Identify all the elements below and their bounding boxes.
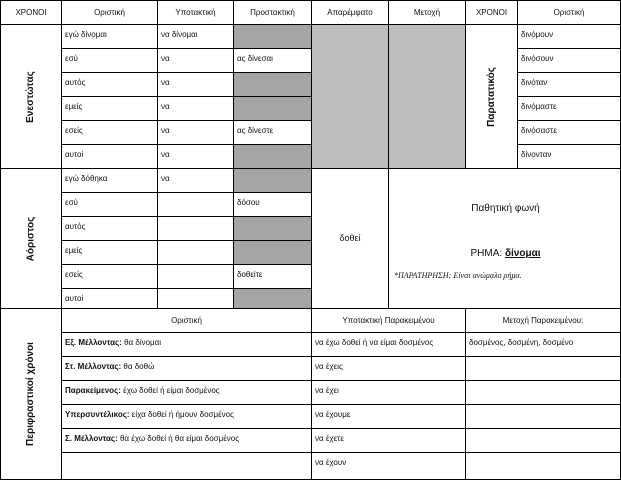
enestotas-ypotaktiki-cell: να [157,96,234,121]
enestotas-oristiki-cell: αυτοί [61,144,158,169]
header-oristiki-2: Οριστική [517,0,621,25]
paratatikos-form-cell: δίνονταν [517,144,621,169]
note-text: Είναι ανώμαλο ρήμα. [453,271,522,280]
periphrastic-metoxi-cell [465,404,621,429]
enestotas-prostaktiki-cell [233,96,312,121]
periphrastic-tense-cell: Στ. Μέλλοντας: θα δοθώ [61,356,312,381]
periphrastic-metoxi-cell: δοσμένος, δοσμένη, δοσμένο [465,332,621,357]
enestotas-aparemfato-cell [311,24,389,169]
enestotas-oristiki-cell: εγώ δίνομαι [61,24,158,49]
enestotas-prostaktiki-cell: ας δίνεσαι [233,48,312,73]
periphrastic-tense-cell: Υπερσυντέλικος: είχα δοθεί ή ήμουν δοσμένος [61,404,312,429]
aoristos-ypotaktiki-cell [157,288,234,309]
paratatikos-form-cell: δινόσαστε [517,120,621,145]
periphrastic-ypotaktiki-cell: να έχεις [311,356,466,381]
header-oristiki: Οριστική [61,0,158,25]
header-metoxi: Μετοχή [388,0,466,25]
periphrastic-metoxi-cell [465,452,621,480]
paratatikos-form-cell: δινόμουν [517,24,621,49]
aoristos-ypotaktiki-cell [157,240,234,265]
header-ypotaktiki: Υποτακτική [157,0,234,25]
enestotas-prostaktiki-cell [233,24,312,49]
periphrastic-metoxi-cell [465,428,621,453]
aoristos-oristiki-cell: αυτός [61,216,158,241]
aoristos-oristiki-cell: εμείς [61,240,158,265]
aoristos-prostaktiki-cell: δοθείτε [233,264,312,289]
aoristos-prostaktiki-cell [233,168,312,193]
periphrastikoi-header-ypotaktiki: Υποτακτική Παρακειμένου [311,308,466,333]
enestotas-prostaktiki-cell: ας δίνεστε [233,120,312,145]
aoristos-aparemfato-cell: δοθεί [311,168,389,309]
periphrastic-ypotaktiki-cell: να έχετε [311,428,466,453]
enestotas-oristiki-cell: εμείς [61,96,158,121]
enestotas-ypotaktiki-cell: να [157,72,234,97]
aoristos-ypotaktiki-cell: να [157,168,234,193]
section-label-aoristos: Αόριστος [0,168,62,309]
enestotas-ypotaktiki-cell: να [157,144,234,169]
enestotas-ypotaktiki-cell: να [157,120,234,145]
aoristos-oristiki-cell: εγώ δόθηκα [61,168,158,193]
aoristos-ypotaktiki-cell [157,264,234,289]
enestotas-oristiki-cell: αυτός [61,72,158,97]
aoristos-prostaktiki-cell: δόσου [233,192,312,217]
periphrastic-tense-cell: Παρακείμενος: έχω δοθεί ή είμαι δοσμένος [61,380,312,405]
header-xronoi: ΧΡΟΝΟΙ [0,0,62,25]
aoristos-ypotaktiki-cell [157,216,234,241]
periphrastic-ypotaktiki-cell: να έχω δοθεί ή να είμαι δοσμένος [311,332,466,357]
aoristos-ypotaktiki-cell [157,192,234,217]
enestotas-oristiki-cell: εσύ [61,48,158,73]
verb-label: ΡΗΜΑ: [470,248,503,259]
header-aparemfato: Απαρέμφατο [311,0,389,25]
header-xronoi-2: ΧΡΟΝΟΙ [465,0,518,25]
verb-value: δίνομαι [504,248,541,259]
enestotas-metoxi-cell [388,24,466,169]
enestotas-ypotaktiki-cell: να δίνομαι [157,24,234,49]
enestotas-prostaktiki-cell [233,72,312,97]
note-prefix: *ΠΑΡΑΤΗΡΗΣΗ: [394,271,452,280]
aoristos-prostaktiki-cell [233,288,312,309]
section-label-periphrastikoi: Περιφραστικοί χρόνοι [0,308,62,480]
periphrastikoi-header-oristiki: Οριστική [61,308,312,333]
periphrastic-ypotaktiki-cell: να έχουμε [311,404,466,429]
info-box [388,168,621,309]
note-line [394,272,522,280]
periphrastic-tense-cell: Σ. Μέλλοντας: θα έχω δοθεί ή θα είμαι δοσμένος [61,428,312,453]
verb-line [389,249,621,259]
periphrastic-tense-cell: Εξ. Μέλλοντας: θα δίνομαι [61,332,312,357]
aoristos-oristiki-cell: αυτοί [61,288,158,309]
aoristos-prostaktiki-cell [233,240,312,265]
periphrastic-ypotaktiki-cell: να έχει [311,380,466,405]
paratatikos-form-cell: δινόμαστε [517,96,621,121]
header-prostaktiki: Προστακτική [233,0,312,25]
periphrastic-metoxi-cell [465,356,621,381]
periphrastikoi-header-metoxi: Μετοχή Παρακειμένου: [465,308,621,333]
enestotas-prostaktiki-cell [233,144,312,169]
paratatikos-form-cell: δινόσουν [517,48,621,73]
voice-title: Παθητική φωνή [471,203,540,214]
paratatikos-form-cell: δινόταν [517,72,621,97]
enestotas-oristiki-cell: εσείς [61,120,158,145]
section-label-enestotas: Ενεστώτας [0,24,62,169]
periphrastic-tense-cell [61,452,312,480]
aoristos-prostaktiki-cell [233,216,312,241]
section-label-paratatikos: Παρατατικός [465,24,518,169]
aoristos-oristiki-cell: εσύ [61,192,158,217]
periphrastic-ypotaktiki-cell: να έχουν [311,452,466,480]
enestotas-ypotaktiki-cell: να [157,48,234,73]
aoristos-oristiki-cell: εσείς [61,264,158,289]
periphrastic-metoxi-cell [465,380,621,405]
